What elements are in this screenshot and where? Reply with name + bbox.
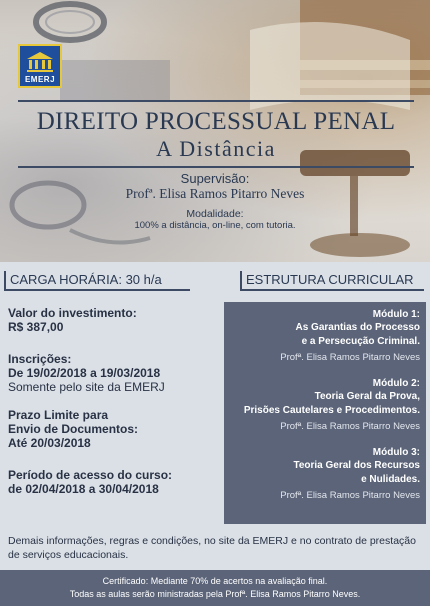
module-professor: Profª. Elisa Ramos Pitarro Neves [280,490,420,501]
certificado-text: Certificado: Mediante 70% de acertos na avaliação final. [102,576,328,586]
module-title: Módulo 3: [372,447,420,458]
module-topic-line: Teoria Geral dos Recursos [293,460,420,471]
prazo-label-line-1: Prazo Limite para [8,408,109,422]
inscricoes-value: De 19/02/2018 a 19/03/2018 [8,366,161,380]
module-3 [228,446,420,503]
hero-banner [0,0,430,262]
estrutura-curricular-header: ESTRUTURA CURRICULAR [240,271,424,291]
title-block [18,100,414,168]
course-subtitle: A Distância [156,136,276,161]
periodo-value: de 02/04/2018 a 30/04/2018 [8,482,159,496]
investimento-value: R$ 387,00 [8,320,64,334]
module-topic-line: Teoria Geral da Prova, [314,391,420,402]
module-2 [228,377,420,434]
emerj-building-icon [25,51,55,73]
module-1 [228,308,420,365]
modalidade-label: Modalidade: [186,208,244,220]
investimento-label: Valor do investimento: [8,306,137,320]
course-title: DIREITO PROCESSUAL PENAL [36,108,396,135]
module-professor: Profª. Elisa Ramos Pitarro Neves [280,352,420,363]
more-info-text: Demais informações, regras e condições, no site da EMERJ e no contrato de prestação de serviços educacionais. [8,535,416,561]
module-professor: Profª. Elisa Ramos Pitarro Neves [280,421,420,432]
module-topic-line: e Nulidades. [361,474,420,485]
prazo-label-line-2: Envio de Documentos: [8,422,139,436]
title-top-divider [18,100,414,102]
course-info [8,306,223,496]
aulas-text: Todas as aulas serão ministradas pela Profª. Elisa Ramos Pitarro Neves. [69,589,361,599]
prazo-value: Até 20/03/2018 [8,436,91,450]
module-title: Módulo 1: [372,309,420,320]
module-topic-line: Prisões Cautelares e Procedimentos. [243,405,420,416]
supervisao-name: Profª. Elisa Ramos Pitarro Neves [125,186,305,201]
modalidade-text: 100% a distância, on-line, com tutoria. [134,220,296,231]
carga-horaria-header: CARGA HORÁRIA: 30 h/a [4,271,190,291]
periodo-label: Período de acesso do curso: [8,468,173,482]
curriculum-panel [224,302,426,524]
inscricoes-label: Inscrições: [8,352,72,366]
logo-text: EMERJ [24,75,56,84]
supervisao-label: Supervisão: [180,171,250,186]
module-title: Módulo 2: [372,378,420,389]
module-topic-line: e a Persecução Criminal. [301,336,420,347]
emerj-logo [18,44,62,88]
footer-bar [0,570,430,606]
title-bottom-divider [18,166,414,168]
inscricoes-note: Somente pelo site da EMERJ [8,380,165,394]
module-topic-line: As Garantias do Processo [295,322,420,333]
